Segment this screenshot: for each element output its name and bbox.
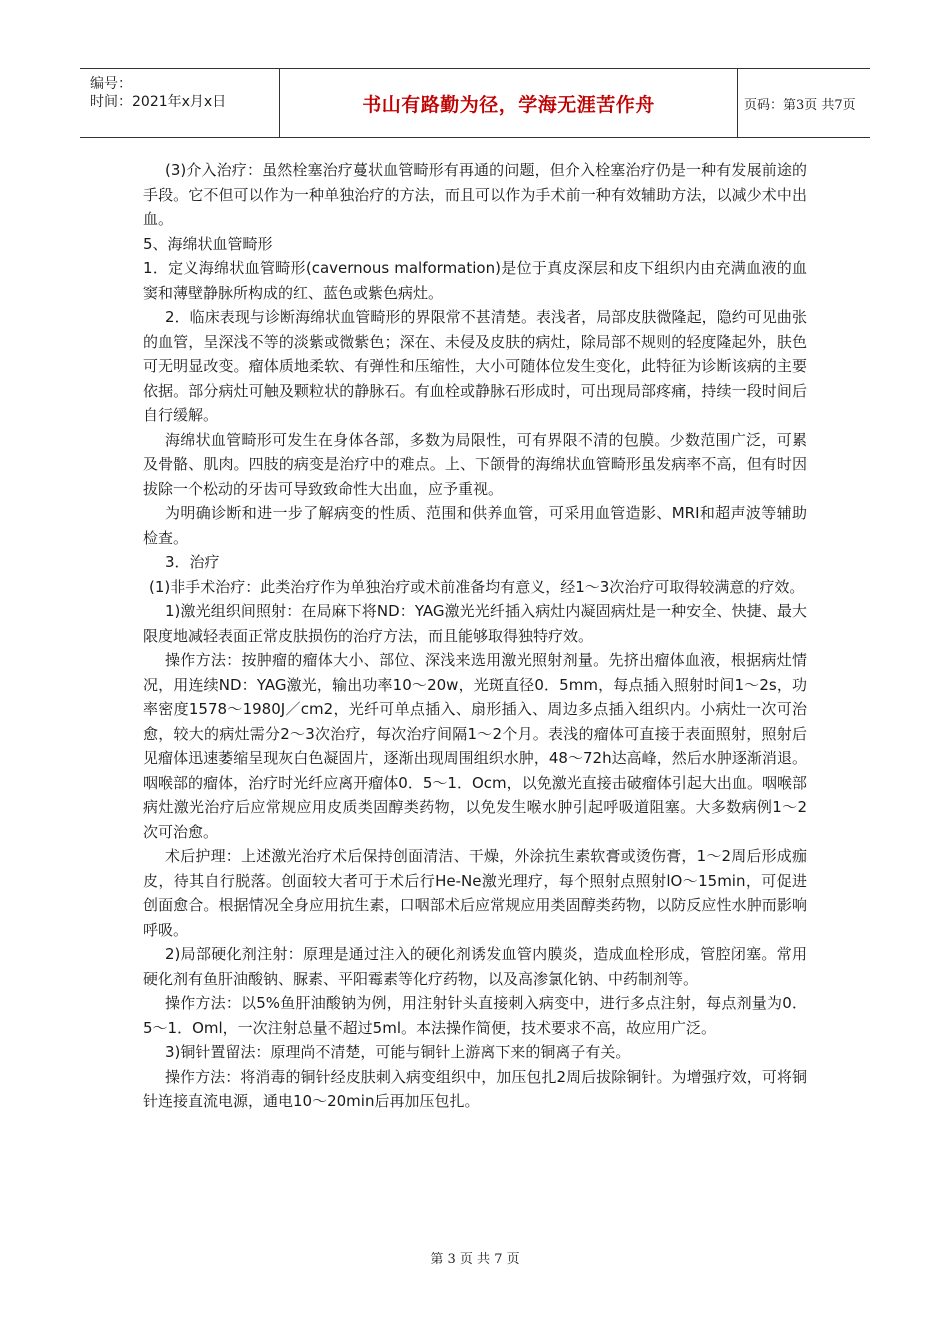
header-page-code: 页码：第3页 共7页 (744, 97, 856, 113)
paragraph-auxiliary-exams: 为明确诊断和进一步了解病变的性质、范围和供养血管，可采用血管造影、MRI和超声波等辅助检查。 (143, 504, 807, 547)
header-motto: 书山有路勤为径，学海无涯苦作舟 (362, 93, 655, 116)
paragraph-clinical-diagnosis: 2．临床表现与诊断海绵状血管畸形的界限常不甚清楚。表浅者，局部皮肤微隆起，隐约可见曲张的血管，呈深浅不等的淡紫或微紫色；深在、未侵及皮肤的病灶，除局部不规则的轻度隆起外，肤色可无明显改变。瘤体质地柔软、有弹性和压缩性，大小可随体位发生变化，此特征为诊断该病的主要依据。部分病灶可触及颗粒状的静脉石。有血栓或静脉石形成时，可出现局部疼痛，持续一段时间后自行缓解。 (143, 308, 807, 424)
paragraph-copper-needle-procedure: 操作方法：将消毒的铜针经皮肤刺入病变组织中，加压包扎2周后拔除铜针。为增强疗效，可将铜针连接直流电源，通电10～20min后再加压包扎。 (143, 1067, 807, 1110)
document-body (143, 158, 807, 1114)
document-number-label: 编号： (90, 76, 132, 92)
paragraph-definition: 1．定义海绵状血管畸形(cavernous malformation)是位于真皮深层和皮下组织内由充满血液的血窦和薄壁静脉所构成的红、蓝色或紫色病灶。 (143, 259, 807, 302)
page-footer: 第 3 页 共 7 页 (430, 1252, 520, 1267)
paragraph-laser-procedure: 操作方法：按肿瘤的瘤体大小、部位、深浅来选用激光照射剂量。先挤出瘤体血液，根据病灶情况，用连续ND：YAG激光，输出功率10～20w，光斑直径0．5mm，每点插入照射时间1～2s，功率密度1578～1980J／cm2，光纤可单点插入、扇形插入、周边多点插入组织内。小病灶一次可治愈，较大的病灶需分2～3次治疗，每次治疗间隔1～2个月。表浅的瘤体可直接于表面照射，照射后见瘤体迅速萎缩呈现灰白色凝固片，逐渐出现周围组织水肿，48～72h达高峰，然后水肿逐渐消退。咽喉部的瘤体，治疗时光纤应离开瘤体0．5～1．Ocm，以免激光直接击破瘤体引起大出血。咽喉部病灶激光治疗后应常规应用皮质类固醇类药物，以免发生喉水肿引起呼吸道阻塞。大多数病例1～2次可治愈。 (143, 651, 807, 841)
paragraph-postoperative-care: 术后护理：上述激光治疗术后保持创面清洁、干燥，外涂抗生素软膏或烫伤膏，1～2周后形成痂皮，待其自行脱落。创面较大者可于术后行He-Ne激光理疗，每个照射点照射lO～15min，可促进创面愈合。根据情况全身应用抗生素，口咽部术后应常规应用类固醇类药物，以防反应性水肿而影响呼吸。 (143, 847, 807, 939)
section-heading-cavernous-malformation: 5、海绵状血管畸形 (143, 234, 273, 253)
paragraph-distribution: 海绵状血管畸形可发生在身体各部，多数为局限性，可有界限不清的包膜。少数范围广泛，可累及骨骼、肌肉。四肢的病变是治疗中的难点。上、下颌骨的海绵状血管畸形虽发病率不高，但有时因拔除一个松动的牙齿可导致致命性大出血，应予重视。 (143, 430, 807, 498)
paragraph-sclerosant-procedure: 操作方法：以5%鱼肝油酸钠为例，用注射针头直接刺入病变中，进行多点注射，每点剂量为0．5～1．Oml，一次注射总量不超过5ml。本法操作简便，技术要求不高，故应用广泛。 (143, 994, 807, 1037)
paragraph-non-surgical-treatment: (1)非手术治疗：此类治疗作为单独治疗或术前准备均有意义，经1～3次治疗可取得较满意的疗效。 (149, 577, 805, 596)
header-left-cell (80, 69, 280, 137)
document-date-label: 时间：2021年x月x日 (90, 94, 227, 110)
paragraph-interventional-therapy: (3)介入治疗：虽然栓塞治疗蔓状血管畸形有再通的问题，但介入栓塞治疗仍是一种有发展前途的手段。它不但可以作为一种单独治疗的方法，而且可以作为手术前一种有效辅助方法，以减少术中出血。 (143, 161, 807, 228)
header-table (80, 68, 870, 138)
paragraph-copper-needle: 3)铜针置留法：原理尚不清楚，可能与铜针上游离下来的铜离子有关。 (165, 1043, 631, 1061)
header-middle-cell (280, 69, 738, 137)
header-right-cell (738, 69, 870, 137)
paragraph-sclerosant-injection: 2)局部硬化剂注射：原理是通过注入的硬化剂诱发血管内膜炎，造成血栓形成，管腔闭塞。常用硬化剂有鱼肝油酸钠、脲素、平阳霉素等化疗药物，以及高渗氯化钠、中药制剂等。 (143, 945, 807, 988)
paragraph-laser-interstitial: 1)激光组织间照射：在局麻下将ND：YAG激光光纤插入病灶内凝固病灶是一种安全、快捷、最大限度地减轻表面正常皮肤损伤的治疗方法，而且能够取得独特疗效。 (143, 602, 807, 645)
section-heading-treatment: 3．治疗 (165, 553, 220, 571)
